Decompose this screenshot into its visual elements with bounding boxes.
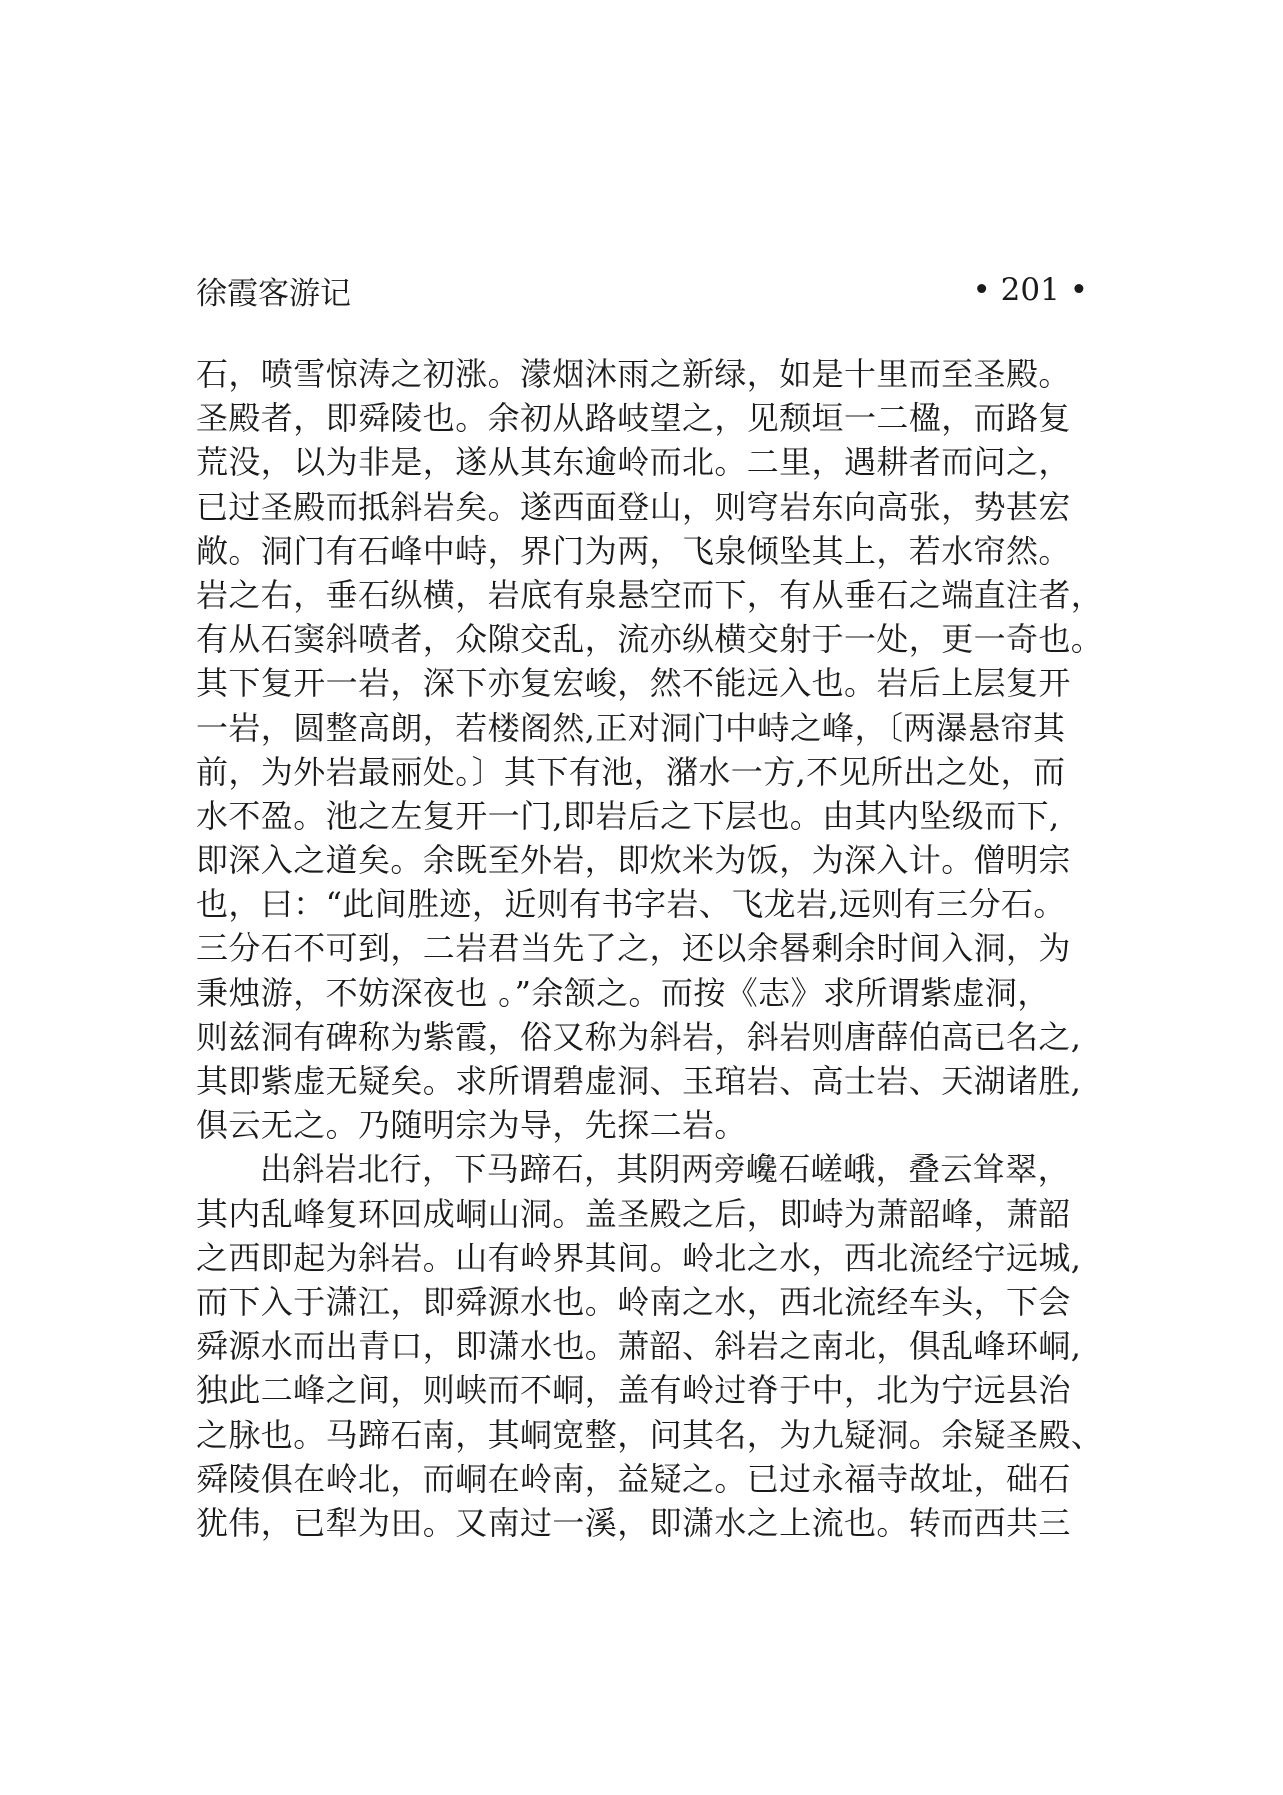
text-line: 水不盈。池之左复开一门,即岩后之下层也。由其内坠级而下, xyxy=(196,796,1060,835)
text-line: 一岩，圆整高朗，若楼阁然,正对洞门中峙之峰，〔两瀑悬帘其 xyxy=(196,708,1066,747)
text-line: 之脉也。马蹄石南，其峒宽整，问其名，为九疑洞。余疑圣殿、 xyxy=(196,1415,1104,1454)
text-line: 有从石窦斜喷者，众隙交乱，流亦纵横交射于一处，更一奇也。 xyxy=(196,620,1104,659)
text-line: 荒没，以为非是，遂从其东逾岭而北。二里，遇耕者而问之， xyxy=(196,443,1071,482)
page-number: • 201 • xyxy=(972,272,1088,308)
text-line: 秉烛游，不妨深夜也 。”余颔之。而按《志》求所谓紫虚洞， xyxy=(196,973,1050,1012)
book-title: 徐霞客游记 xyxy=(196,275,351,312)
text-line: 之西即起为斜岩。山有岭界其间。岭北之水，西北流经宁远城, xyxy=(196,1238,1082,1277)
text-line: 犹伟，已犁为田。又南过一溪，即潇水之上流也。转而西共三 xyxy=(196,1503,1071,1542)
text-line: 而下入于潇江，即舜源水也。岭南之水，西北流经车头，下会 xyxy=(196,1282,1071,1321)
body-text xyxy=(196,352,1104,1545)
text-line: 圣殿者，即舜陵也。余初从路岐望之，见颓垣一二楹，而路复 xyxy=(196,399,1071,438)
text-line: 岩之右，垂石纵横，岩底有泉悬空而下，有从垂石之端直注者， xyxy=(196,575,1104,614)
text-line: 其内乱峰复环回成峒山洞。盖圣殿之后，即峙为萧韶峰，萧韶 xyxy=(196,1194,1071,1233)
text-line: 舜源水而出青口，即潇水也。萧韶、斜岩之南北，俱乱峰环峒, xyxy=(196,1327,1082,1366)
text-line: 敞。洞门有石峰中峙，界门为两，飞泉倾坠其上，若水帘然。 xyxy=(196,531,1071,570)
paragraph xyxy=(196,1147,1104,1545)
text-line: 则兹洞有碑称为紫霞，俗又称为斜岩，斜岩则唐薛伯高已名之, xyxy=(196,1017,1082,1056)
running-header xyxy=(196,268,1088,312)
text-line: 前，为外岩最丽处。〕其下有池，潴水一方,不见所出之处，而 xyxy=(196,752,1066,791)
text-line: 其即紫虚无疑矣。求所谓碧虚洞、玉琯岩、高士岩、天湖诸胜, xyxy=(196,1062,1082,1100)
text-line: 即深入之道矣。余既至外岩，即炊米为饭，为深入计。僧明宗 xyxy=(196,841,1071,880)
text-line: 出斜岩北行，下马蹄石，其阴两旁巉石嵯峨，叠云耸翠， xyxy=(260,1150,1071,1189)
text-line: 已过圣殿而抵斜岩矣。遂西面登山，则穹岩东向高张，势甚宏 xyxy=(196,487,1071,526)
text-line: 独此二峰之间，则峡而不峒，盖有岭过脊于中，北为宁远县治 xyxy=(196,1371,1071,1410)
text-line: 石，喷雪惊涛之初涨。濛烟沐雨之新绿，如是十里而至圣殿。 xyxy=(196,355,1071,393)
paragraph xyxy=(196,352,1104,1147)
text-line: 舜陵俱在岭北，而峒在岭南，益疑之。已过永福寺故址，础石 xyxy=(196,1459,1071,1498)
text-line: 三分石不可到，二岩君当先了之，还以余晷剩余时间入洞，为 xyxy=(196,929,1071,968)
text-line: 也，曰：“此间胜迹，近则有书字岩、飞龙岩,远则有三分石。 xyxy=(196,885,1066,924)
text-line: 其下复开一岩，深下亦复宏峻，然不能远入也。岩后上层复开 xyxy=(196,664,1071,703)
text-line: 俱云无之。乃随明宗为导，先探二岩。 xyxy=(196,1106,747,1145)
